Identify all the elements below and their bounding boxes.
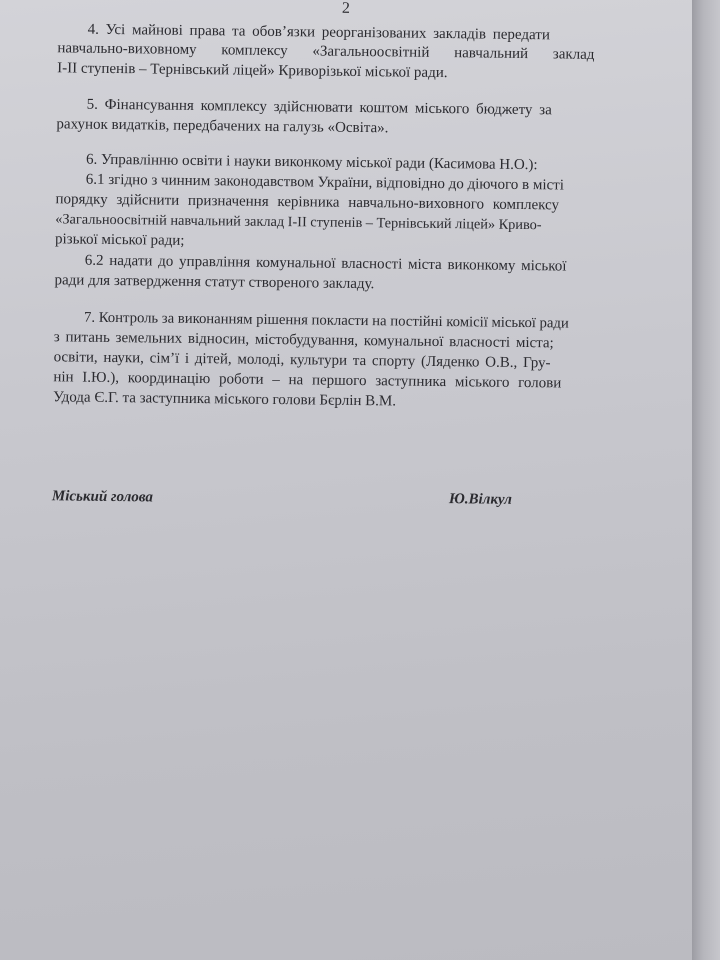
paragraph-6-line-2: 6.1 згідно з чинним законодавством України, відповідно до діючого в місті [85, 171, 565, 194]
paragraph-5-line-1: 5. Фінансування комплексу здійснювати коштом міського бюджету за [86, 96, 552, 119]
paragraph-6-line-4: «Загальноосвітній навчальний заклад І-ІІ ступенів – Тернівський ліцей» Криво- [55, 211, 542, 234]
signature-title: Міський голова [51, 488, 154, 506]
signature-name: Ю.Вілкул [448, 491, 513, 508]
paragraph-7-line-4: нін І.Ю.), координацію роботи – на першого заступника міського голови [53, 369, 562, 392]
paragraph-5-line-2: рахунок видатків, передбачених на галузь «Освіта». [56, 116, 389, 137]
paragraph-7-line-1: 7. Контроль за виконанням рішення покласти на постійні комісії міської ради [84, 309, 569, 332]
paragraph-4-line-2: навчально-виховному комплексу «Загальноосвітній навчальний заклад [57, 40, 595, 63]
paragraph-6-line-7: ради для затвердження статут створеного закладу. [54, 272, 375, 293]
paragraph-6-line-5: різької міської ради; [54, 231, 185, 249]
paragraph-6-line-6: 6.2 надати до управління комунальної власності міста виконкому міської [84, 252, 567, 275]
paragraph-7-line-2: з питань земельних відносин, містобудування, комунальної власності міста; [53, 329, 554, 352]
paragraph-7-line-3: освіти, науки, сім’ї і дітей, молоді, культури та спорту (Ляденко О.В., Гру- [53, 349, 551, 372]
paragraph-7-line-5: Удода Є.Г. та заступника міського голови Бєрлін В.М. [53, 389, 397, 410]
paragraph-6-line-3: порядку здійснити призначення керівника навчально-виховного комплексу [55, 191, 560, 214]
page-number: 2 [341, 0, 351, 17]
paragraph-6-line-1: 6. Управлінню освіти і науки виконкому міської ради (Касимова Н.О.): [85, 151, 538, 174]
paragraph-4-line-1: 4. Усі майнові права та обов’язки реорганізованих закладів передати [87, 21, 551, 44]
paragraph-4-line-3: І-ІІ ступенів – Тернівський ліцей» Криворізької міської ради. [57, 60, 448, 82]
